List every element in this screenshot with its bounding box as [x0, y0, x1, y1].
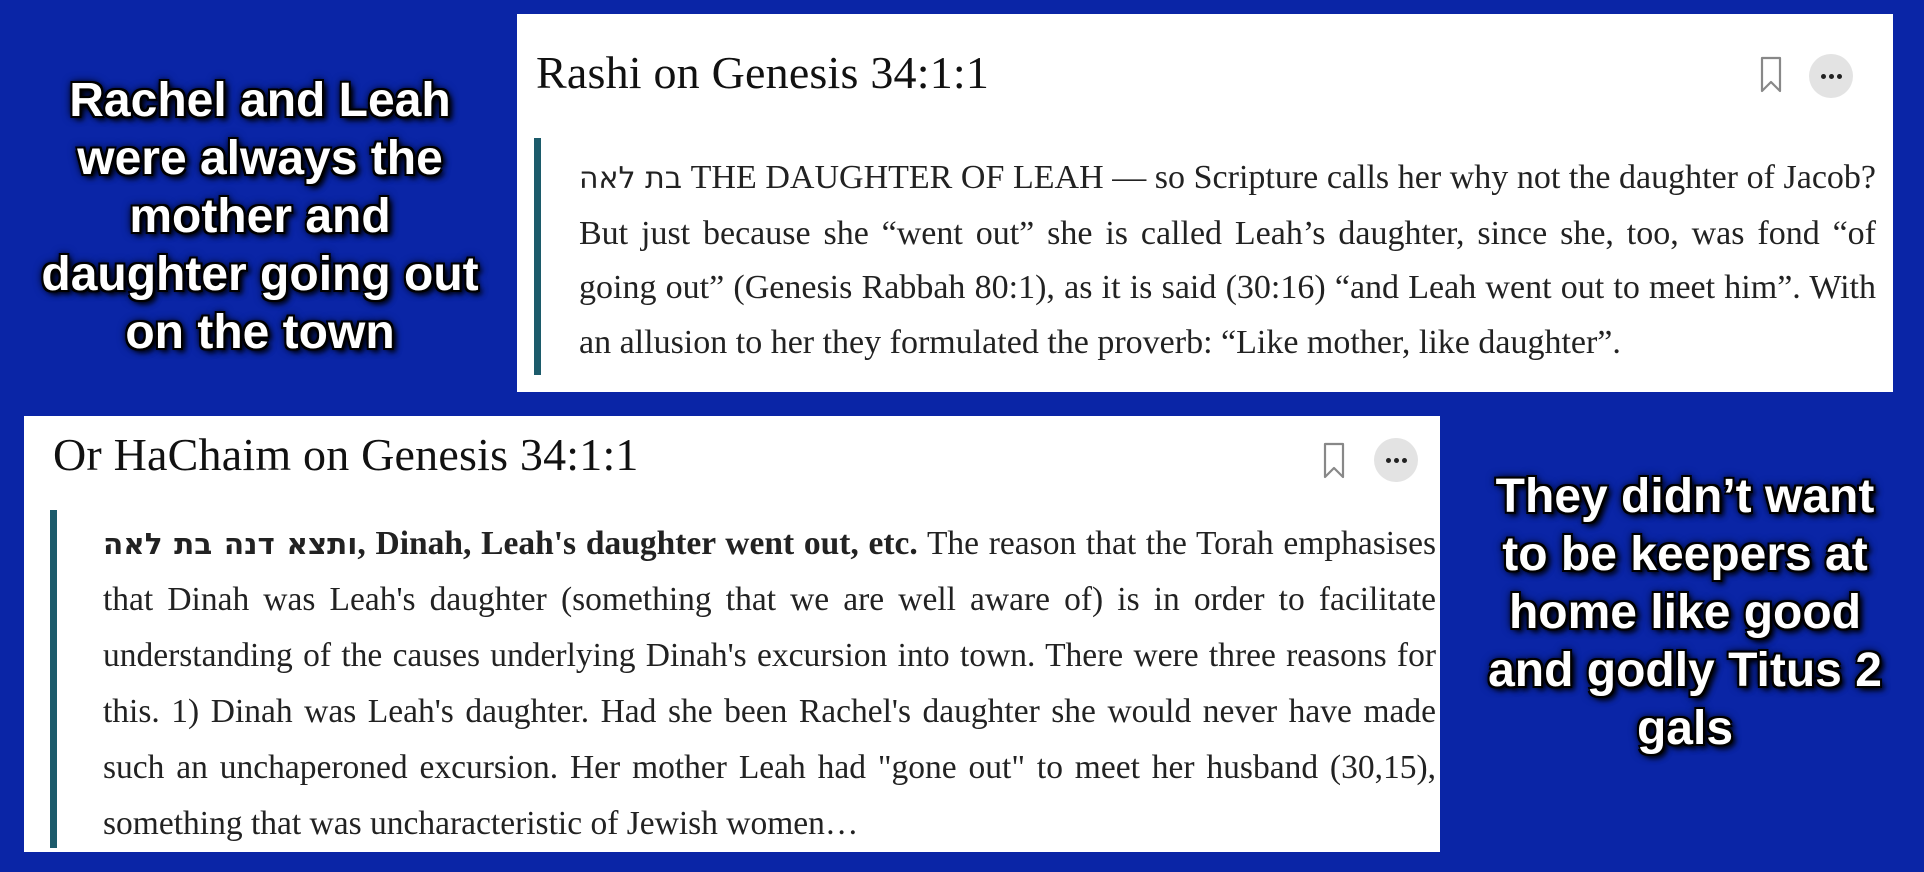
english-lemma: , Dinah, Leah's daughter went out, etc.	[357, 525, 918, 562]
bookmark-icon	[1322, 442, 1346, 480]
commentary-body: The reason that the Torah emphasises that Dinah was Leah's daughter (something that we are well aware of) is in order to facilitate understanding of the causes underlying Dinah's excursion into town. There were three reasons for this. 1) Dinah was Leah's daughter. Had she been Rachel's daughter she would never have made such an unchaperoned excursion. Her mother Leah had "gone out" to meet her husband (30,15), something that was uncharacteristic of Jewish women…	[103, 525, 1436, 842]
rashi-commentary-card	[517, 14, 1893, 392]
commentary-body: THE DAUGHTER OF LEAH — so Scripture calls her why not the daughter of Jacob? But just because she “went out” she is called Leah’s daughter, since she, too, was fond “of going out” (Genesis Rabbah 80:1), as it is said (30:16) “and Leah went out to meet him”. With an allusion to her they formulated the proverb: “Like mother, like daughter”.	[579, 159, 1876, 361]
bookmark-button[interactable]	[1322, 442, 1346, 480]
more-options-button[interactable]	[1374, 438, 1418, 482]
more-options-button[interactable]	[1809, 54, 1853, 98]
bookmark-icon	[1759, 56, 1783, 94]
card-title: Or HaChaim on Genesis 34:1:1	[53, 429, 639, 480]
ellipsis-icon	[1821, 74, 1842, 79]
bookmark-button[interactable]	[1759, 56, 1783, 94]
card-title: Rashi on Genesis 34:1:1	[536, 47, 990, 98]
meme-caption-left: Rachel and Leah were always the mother and daughter going out on the town	[41, 74, 479, 359]
hebrew-lemma: ותצא דנה בת לאה	[103, 527, 358, 561]
commentary-text	[534, 138, 1876, 375]
ellipsis-icon	[1386, 458, 1407, 463]
commentary-text	[50, 510, 1436, 848]
meme-caption-right: They didn’t want to be keepers at home like good and godly Titus 2 gals	[1488, 470, 1882, 755]
hebrew-lemma: בת לאה	[579, 161, 683, 196]
